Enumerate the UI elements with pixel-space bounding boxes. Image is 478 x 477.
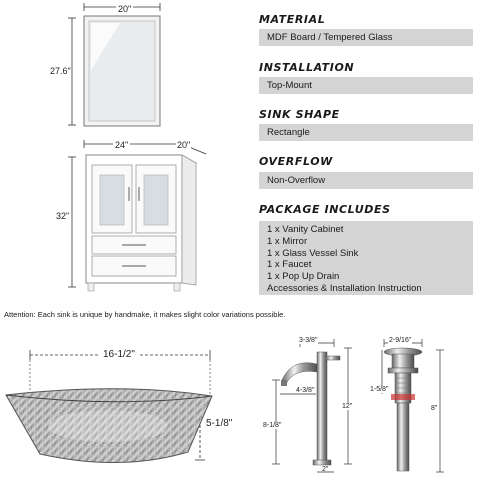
- sink-height-label: 5-1/8": [206, 418, 233, 429]
- pop-up-drain-illustration: [370, 332, 470, 477]
- mirror-height-label: 27.6": [50, 66, 71, 76]
- spec-value-installation: Top-Mount: [267, 80, 312, 91]
- mirror-width-label: 20": [118, 4, 132, 14]
- glass-vessel-sink-illustration: [0, 340, 245, 475]
- package-item: 1 x Faucet: [267, 259, 312, 270]
- spec-value-overflow: Non-Overflow: [267, 175, 326, 186]
- sink-width-label: 16-1/2": [100, 349, 138, 360]
- cabinet-height-label: 32": [56, 211, 70, 221]
- faucet-total-height-label: 12": [342, 403, 353, 410]
- mirror-illustration: [60, 0, 170, 130]
- package-heading: PACKAGE INCLUDES: [259, 203, 391, 216]
- drain-cap-height-label: 1-5/8": [370, 386, 389, 393]
- spec-heading-sink-shape: SINK SHAPE: [259, 108, 340, 121]
- attention-note: Attention: Each sink is unique by handmake, it makes slight color variations possible.: [4, 310, 286, 319]
- vanity-cabinet-illustration: [60, 135, 210, 295]
- package-item: 1 x Glass Vessel Sink: [267, 248, 359, 259]
- package-item: 1 x Vanity Cabinet: [267, 224, 344, 235]
- package-item: 1 x Mirror: [267, 236, 308, 247]
- faucet-base-label: 2": [322, 466, 329, 473]
- faucet-spout-reach-label: 4-3/8": [296, 387, 315, 394]
- spec-heading-material: MATERIAL: [259, 13, 326, 26]
- spec-value-material: MDF Board / Tempered Glass: [267, 32, 393, 43]
- cabinet-width-label: 24": [115, 140, 129, 150]
- package-item: 1 x Pop Up Drain: [267, 271, 340, 282]
- drain-total-height-label: 8": [431, 405, 438, 412]
- package-item: Accessories & Installation Instruction: [267, 283, 422, 294]
- faucet-spout-height-label: 8-1/8": [263, 422, 282, 429]
- drain-cap-width-label: 2-9/16": [389, 337, 412, 344]
- faucet-top-width-label: 3-3/8": [299, 337, 318, 344]
- spec-heading-overflow: OVERFLOW: [259, 155, 333, 168]
- spec-heading-installation: INSTALLATION: [259, 61, 355, 74]
- spec-value-sink-shape: Rectangle: [267, 127, 310, 138]
- cabinet-depth-label: 20": [177, 140, 191, 150]
